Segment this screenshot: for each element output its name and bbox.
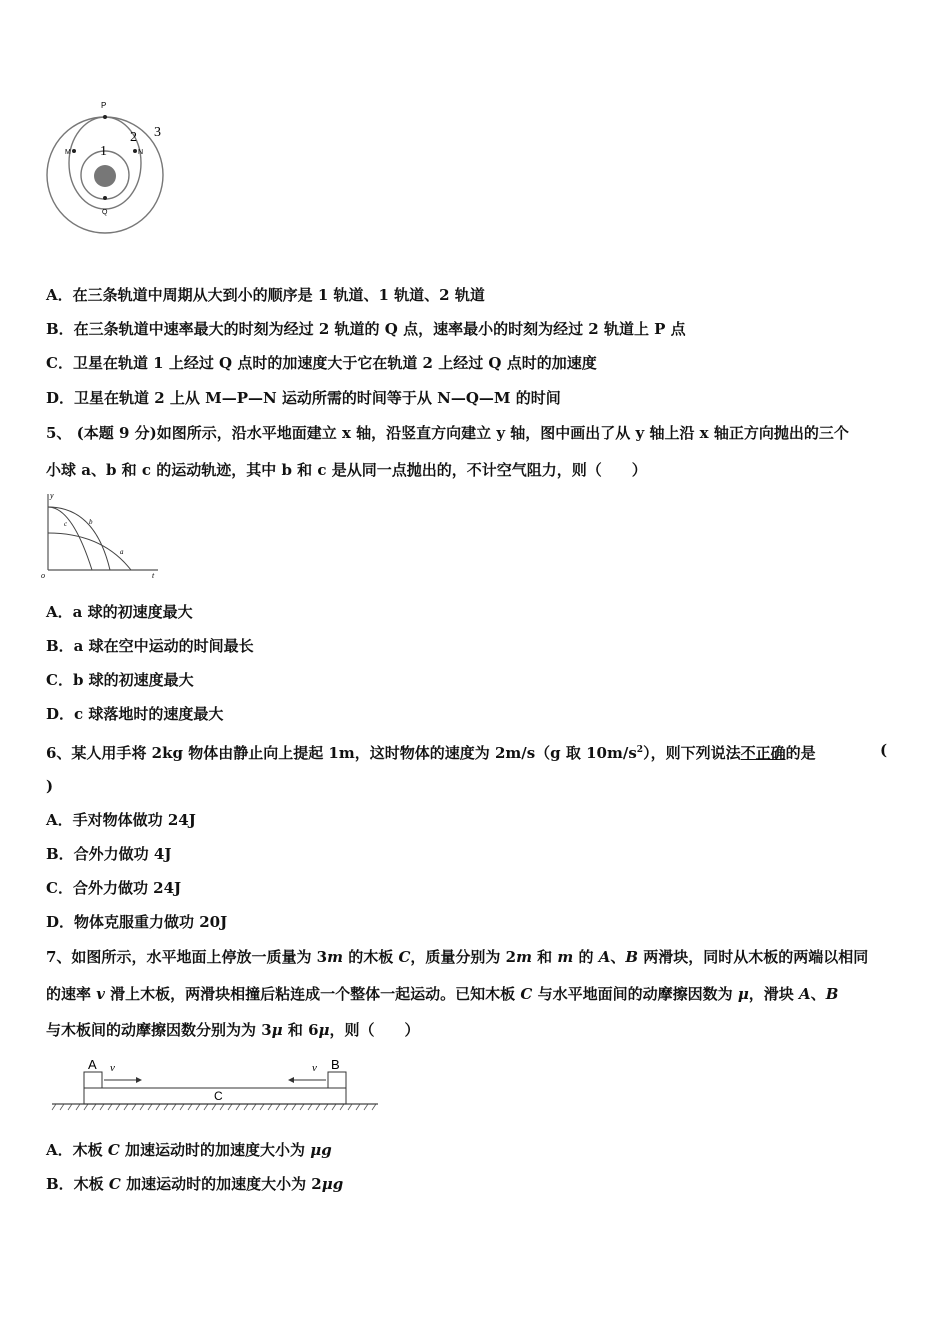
svg-text:v: v [312,1062,317,1074]
svg-text:t: t [152,571,155,580]
label-2: 2 [130,130,137,145]
q4-option-c: C．卫星在轨道 1 上经过 Q 点时的加速度大于它在轨道 2 上经过 Q 点时的加速度 [46,354,597,372]
q4-option-d: D．卫星在轨道 2 上从 M—P—N 运动所需的时间等于从 N—Q—M 的时间 [46,389,561,407]
svg-text:B: B [331,1057,340,1072]
svg-text:b: b [89,518,93,526]
label-m: M [65,149,71,156]
q6-option-c: C．合外力做功 24J [46,879,182,897]
q5-option-d: D．c 球落地时的速度最大 [46,705,224,723]
trajectory-figure [40,490,165,582]
svg-text:v: v [110,1062,115,1074]
label-n: N [138,149,144,156]
svg-text:o: o [41,571,45,580]
label-q: Q [102,209,108,216]
trajectory-a [48,533,131,570]
q5-option-c: C．b 球的初速度最大 [46,671,194,689]
svg-text:c: c [64,520,68,528]
svg-text:C: C [214,1089,223,1103]
q4-option-a: A．在三条轨道中周期从大到小的顺序是 1 轨道、1 轨道、2 轨道 [46,286,485,304]
board-figure [50,1054,380,1114]
q6-paren-close: ) [46,777,54,795]
label-1: 1 [100,144,107,159]
orbit-figure [40,95,180,265]
q6-paren-open: ( [880,741,888,759]
q6-option-d: D．物体克服重力做功 20J [46,913,228,931]
svg-text:A: A [88,1057,97,1072]
q6-option-a: A．手对物体做功 24J [46,811,196,829]
q6-stem: 6、某人用手将 2kg 物体由静止向上提起 1m，这时物体的速度为 2m/s（g 取 $10m/s^2$），则下列说法不正确的是 [46,744,816,762]
q6-option-b: B．合外力做功 4J [46,845,172,863]
q5-stem-line1: 5、 (本题 9 分)如图所示，沿水平地面建立 x 轴，沿竖直方向建立 y 轴，图中画出了从 y 轴上沿 x 轴正方向抛出的三个 [46,424,849,442]
trajectory-b [48,507,110,570]
block-a [84,1072,102,1088]
q7-option-b: B．木板 C 加速运动时的加速度大小为 2μg [46,1175,344,1193]
q7-stem-line2: 的速率 v 滑上木板，两滑块相撞后粘连成一个整体一起运动。已知木板 C 与水平地面间的动摩擦因数为 μ，滑块 A、B [46,985,839,1003]
label-p: P [101,101,107,110]
q5-option-b: B．a 球在空中运动的时间最长 [46,637,254,655]
q5-option-a: A．a 球的初速度最大 [46,603,193,621]
q7-stem-line1: 7、如图所示，水平地面上停放一质量为 3m 的木板 C，质量分别为 2m 和 m 的 A、B 两滑块，同时从木板的两端以相同 [46,948,869,966]
svg-text:y: y [50,491,54,500]
q7-stem-line3: 与木板间的动摩擦因数分别为为 3μ 和 6μ，则（ ） [46,1021,420,1039]
block-b [328,1072,346,1088]
svg-text:a: a [120,548,124,556]
planet [94,165,116,187]
q4-option-b: B．在三条轨道中速率最大的时刻为经过 2 轨道的 Q 点，速率最小的时刻为经过 2 轨道上 P 点 [46,320,686,338]
q7-option-a: A．木板 C 加速运动时的加速度大小为 μg [46,1141,332,1159]
q5-stem-line2: 小球 a、b 和 c 的运动轨迹，其中 b 和 c 是从同一点抛出的，不计空气阻力，则（ ） [46,461,647,479]
label-3: 3 [154,125,161,140]
